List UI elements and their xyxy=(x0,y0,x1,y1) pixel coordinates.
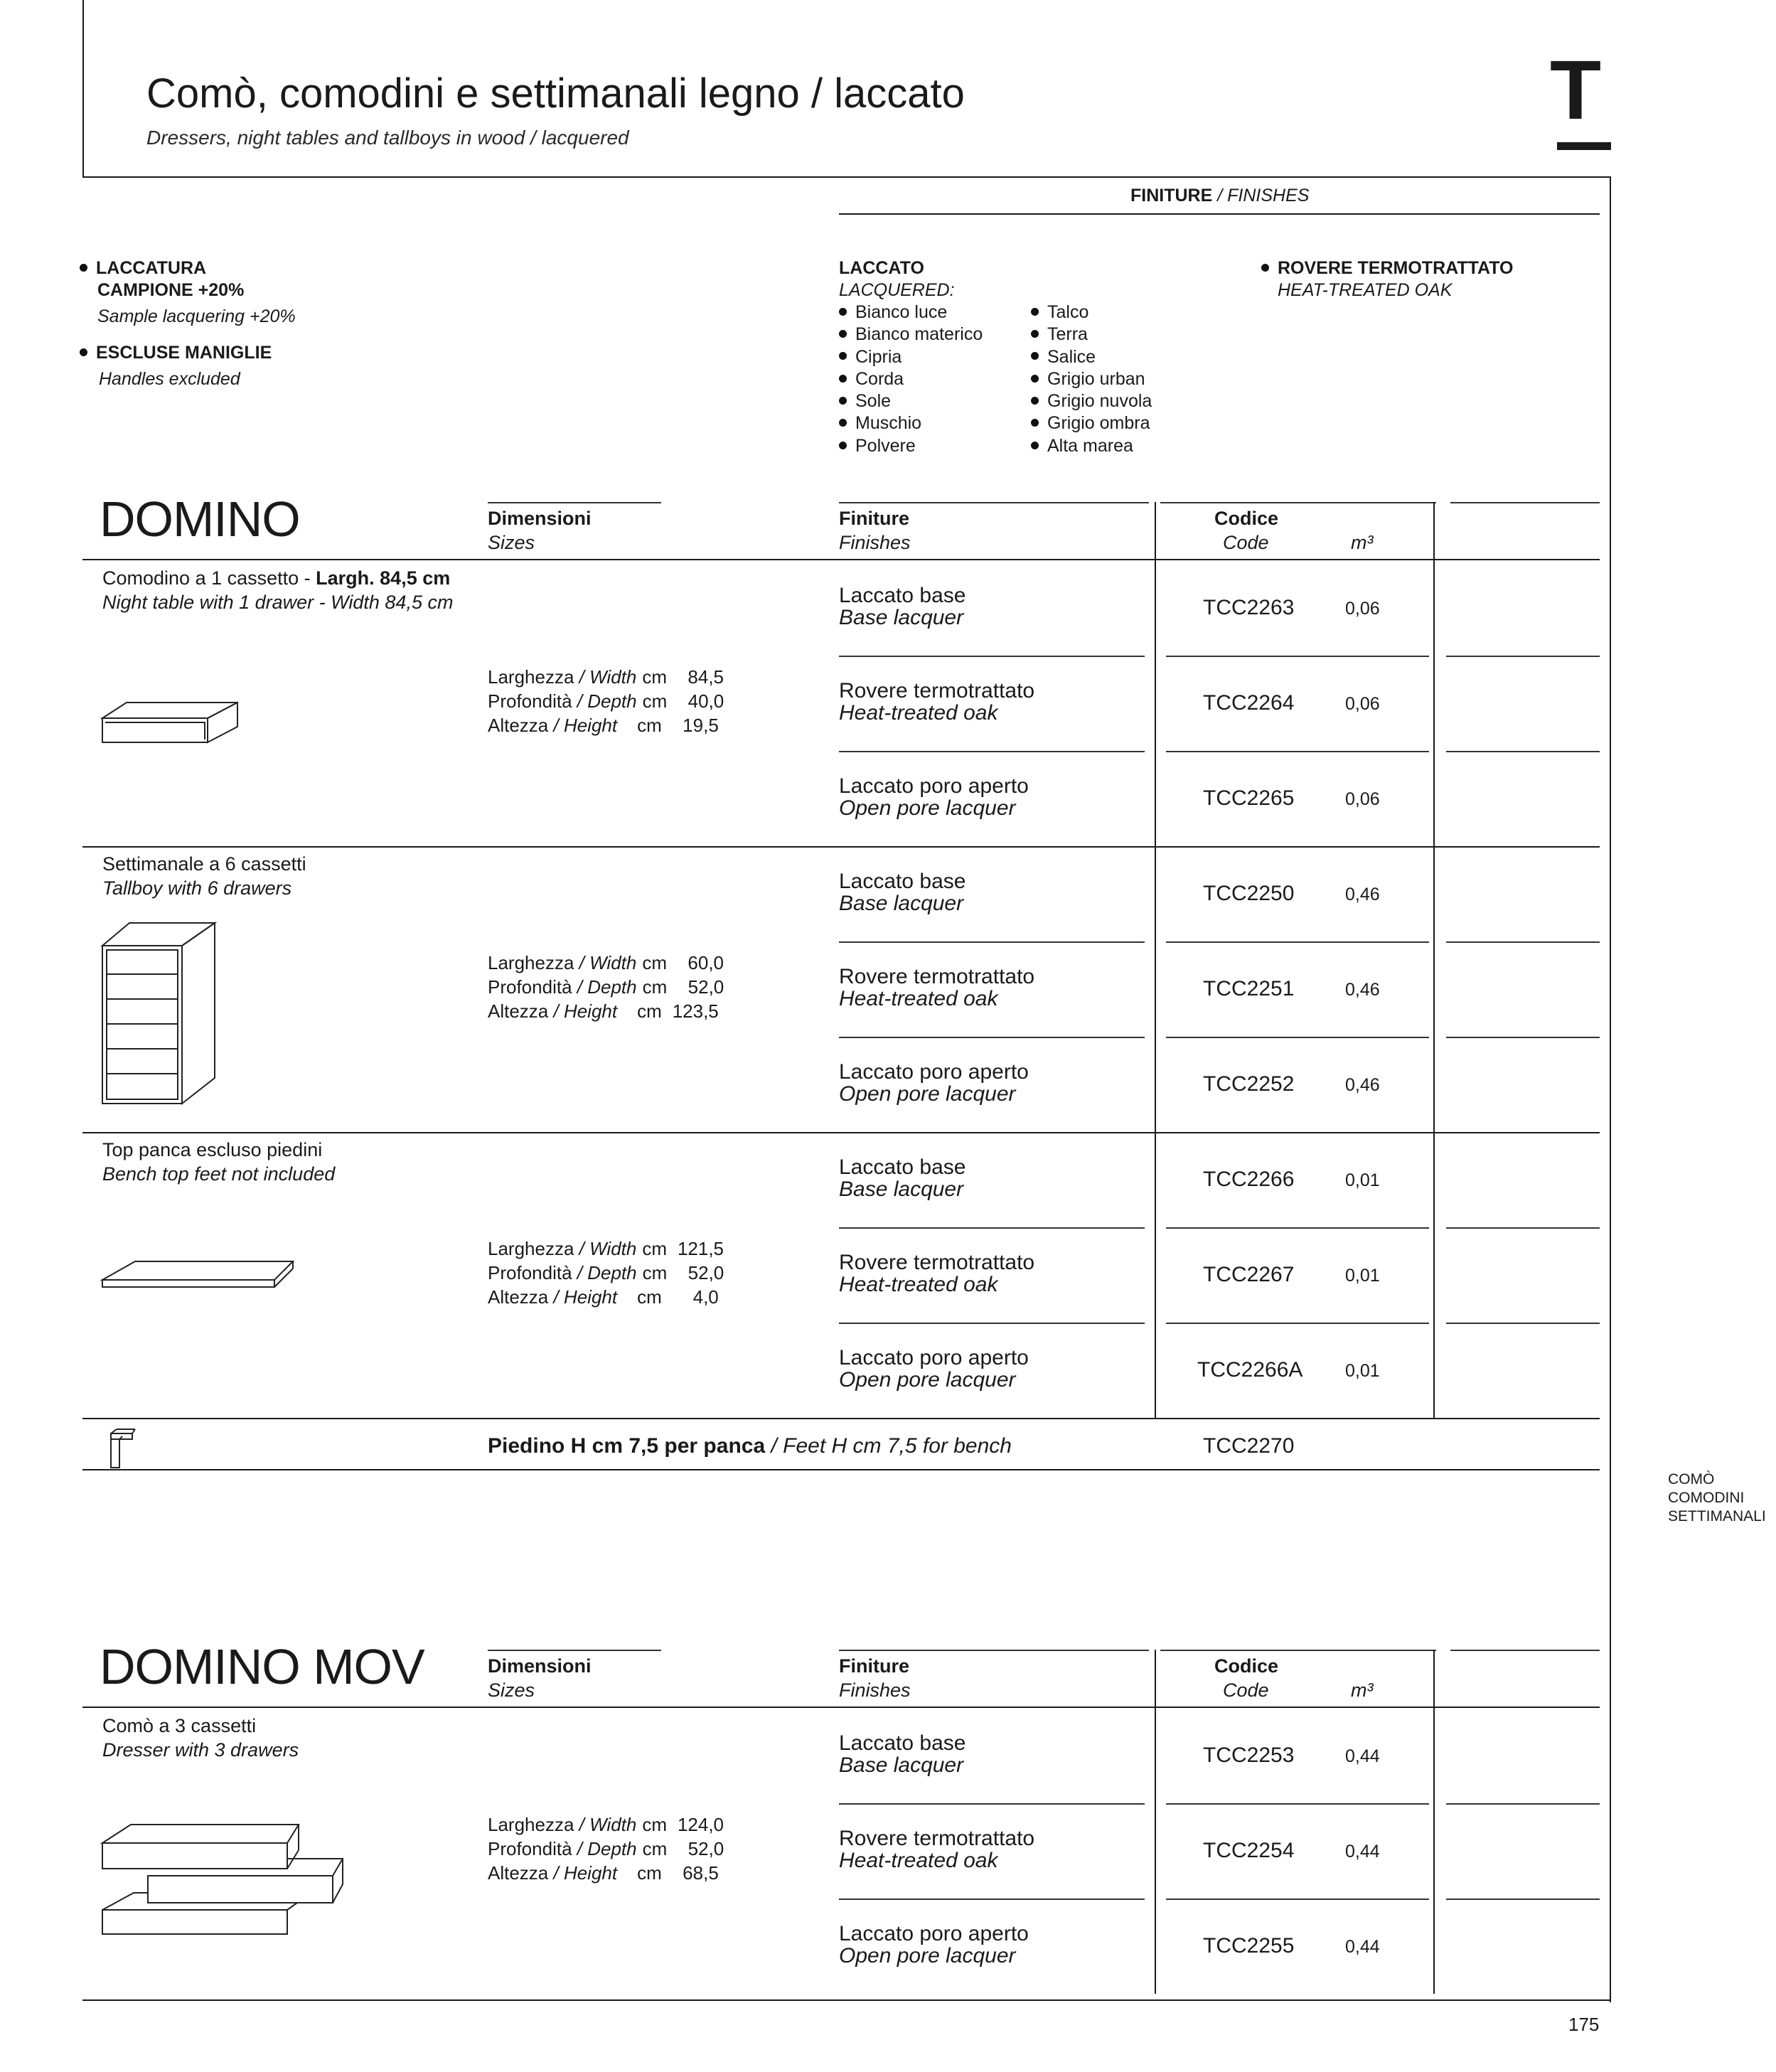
dimension-row xyxy=(488,689,724,713)
finish-name-en: Heat-treated oak xyxy=(839,1849,998,1872)
product-code: TCC2252 xyxy=(1203,1072,1295,1096)
bullet-icon xyxy=(1031,419,1039,427)
accessory-bottom-rule xyxy=(82,1469,1600,1470)
notes-row-rule xyxy=(1446,1323,1600,1324)
lacquered-color-item xyxy=(1031,324,1152,346)
dimension-unit: cm xyxy=(642,666,668,688)
finish-row-rule xyxy=(839,1899,1145,1900)
product-name-en: Dresser with 3 drawers xyxy=(102,1739,299,1761)
finish-row-rule xyxy=(839,1227,1145,1229)
finish-row-rule xyxy=(839,751,1145,752)
finish-row-rule xyxy=(839,1323,1145,1324)
code-row-rule xyxy=(1166,941,1429,943)
lacquered-title: LACCATO LACQUERED: xyxy=(839,258,955,300)
header-top-rule xyxy=(1160,1650,1436,1651)
lacquered-color-label: Alta marea xyxy=(1047,435,1133,456)
code-notes-divider xyxy=(1433,1650,1435,1994)
header-volume: m³ xyxy=(1351,532,1374,553)
dimension-value: 123,5 xyxy=(672,1000,719,1022)
side-tab: COMÒ COMODINI SETTIMANALI xyxy=(1668,1471,1766,1524)
finish-name-en: Open pore lacquer xyxy=(839,1944,1016,1967)
finish-name xyxy=(839,584,965,629)
product-code: TCC2251 xyxy=(1203,977,1295,1000)
bullet-icon xyxy=(839,375,847,383)
lacquered-color-label: Terra xyxy=(1047,324,1088,345)
dimension-value: 84,5 xyxy=(688,666,724,688)
finish-name-it: Laccato base xyxy=(839,870,966,893)
finish-name xyxy=(839,1827,1034,1871)
finish-name-it: Laccato base xyxy=(839,1155,966,1179)
finish-name-en: Open pore lacquer xyxy=(839,796,1016,820)
header-top-rule xyxy=(839,502,1149,503)
product-bottom-rule xyxy=(82,846,1600,848)
product-volume: 0,46 xyxy=(1345,980,1380,1000)
header-top-rule xyxy=(1450,1650,1600,1651)
dimension-label: Profondità xyxy=(488,976,572,998)
dimension-label: Altezza xyxy=(488,715,549,736)
product-dimensions xyxy=(488,951,724,1023)
finish-name-en: Base lacquer xyxy=(839,1177,964,1201)
finish-name xyxy=(839,680,1034,724)
product-volume: 0,46 xyxy=(1345,885,1380,904)
dimension-unit: cm xyxy=(642,1262,668,1283)
bench-top-drawing xyxy=(98,1251,304,1294)
finish-name xyxy=(839,1156,965,1200)
product-volume: 0,44 xyxy=(1345,1842,1380,1862)
notes-row-rule xyxy=(1446,1803,1600,1805)
tallboy-drawing xyxy=(98,917,219,1109)
lacquered-color-label: Bianco materico xyxy=(855,324,983,345)
finishes-header: FINITURE / FINISHES xyxy=(1130,186,1310,205)
section-letter-underline xyxy=(1557,142,1611,150)
finish-name-it: Rovere termotrattato xyxy=(839,679,1035,703)
dimension-label: Profondità xyxy=(488,1838,572,1859)
product-bottom-rule xyxy=(82,1132,1600,1133)
header-finishes-label: Finiture xyxy=(839,1655,909,1677)
finish-name xyxy=(839,1061,1029,1105)
product-name-it-text: Settimanale a 6 cassetti xyxy=(102,853,306,875)
notes-row-rule xyxy=(1446,941,1600,943)
header-top-rule xyxy=(1160,502,1436,503)
product-volume: 0,06 xyxy=(1345,599,1380,619)
product-volume: 0,06 xyxy=(1345,694,1380,714)
product-volume: 0,06 xyxy=(1345,789,1380,809)
dimension-row xyxy=(488,1285,724,1309)
lacquered-color-label: Talco xyxy=(1047,302,1089,322)
header-dimensions xyxy=(488,506,592,555)
dimension-label: Altezza xyxy=(488,1286,549,1308)
dimension-unit: cm xyxy=(637,1862,662,1884)
section-letter: T xyxy=(1550,43,1602,137)
header-bottom-rule xyxy=(82,1707,1600,1708)
product-name-it xyxy=(102,1138,335,1162)
code-row-rule xyxy=(1166,1227,1429,1229)
dimension-unit: cm xyxy=(642,1238,668,1259)
bullet-icon xyxy=(839,442,847,449)
lacquered-color-item xyxy=(1031,435,1152,457)
dimension-row xyxy=(488,1237,724,1261)
product-volume: 0,01 xyxy=(1345,1170,1380,1190)
page-bottom-rule xyxy=(82,1999,1611,2001)
product-name-en: Bench top feet not included xyxy=(102,1163,336,1185)
product-code: TCC2264 xyxy=(1203,691,1295,715)
finish-name-en: Open pore lacquer xyxy=(839,1368,1016,1392)
lacquered-color-item xyxy=(839,412,983,434)
code-row-rule xyxy=(1166,1037,1429,1038)
dimension-label-en: / Depth xyxy=(577,976,637,998)
note-lacquering: LACCATURA CAMPIONE +20% Sample lacquering +20% xyxy=(80,257,296,328)
finishes-header-rule xyxy=(839,213,1600,215)
product-name xyxy=(102,1138,335,1186)
dimension-value: 52,0 xyxy=(688,1838,724,1859)
dimension-unit: cm xyxy=(642,1814,668,1835)
lacquered-color-label: Muschio xyxy=(855,413,922,434)
domino-mov-title: DOMINO MOV xyxy=(100,1639,424,1694)
header-code xyxy=(1214,1654,1278,1702)
lacquered-color-label: Cipria xyxy=(855,346,902,367)
header-top-rule xyxy=(488,1650,661,1651)
finish-name xyxy=(839,1732,965,1776)
finish-row-rule xyxy=(839,941,1145,943)
header-finishes-label-en: Finishes xyxy=(839,532,911,553)
dimension-label-en: / Depth xyxy=(577,1838,637,1859)
dimension-row xyxy=(488,999,724,1023)
product-volume: 0,01 xyxy=(1345,1266,1380,1286)
header-volume: m³ xyxy=(1351,1680,1374,1701)
dimension-label-en: / Height xyxy=(553,1000,618,1022)
bullet-icon xyxy=(1031,330,1039,338)
lacquered-color-item xyxy=(1031,301,1152,324)
bullet-icon xyxy=(1031,352,1039,360)
product-dimensions xyxy=(488,1812,724,1885)
lacquered-colors-col2 xyxy=(1031,301,1152,457)
dimension-label-en: / Height xyxy=(553,715,618,736)
product-name-it-bold: Largh. 84,5 cm xyxy=(316,567,451,589)
finish-row-rule xyxy=(839,656,1145,657)
finish-name xyxy=(839,966,1034,1010)
lacquered-color-item xyxy=(839,368,983,390)
finish-name-it: Rovere termotrattato xyxy=(839,1827,1035,1850)
bullet-icon xyxy=(839,352,847,360)
dimension-value: 19,5 xyxy=(683,715,719,736)
domino-table-bottom-rule xyxy=(82,1418,1600,1419)
dimension-unit: cm xyxy=(637,1000,662,1022)
lacquered-color-item xyxy=(1031,412,1152,434)
bench-feet-accessory: Piedino H cm 7,5 per panca / Feet H cm 7,5 for bench xyxy=(488,1434,1012,1458)
finish-name-it: Laccato base xyxy=(839,584,966,607)
header-code-label-en: Code xyxy=(1223,532,1269,553)
lacquered-color-label: Salice xyxy=(1047,346,1096,367)
bullet-icon xyxy=(839,419,847,427)
product-code: TCC2255 xyxy=(1203,1934,1295,1958)
notes-row-rule xyxy=(1446,1227,1600,1229)
finish-name xyxy=(839,775,1029,819)
finish-name-it: Laccato base xyxy=(839,1731,966,1755)
dimension-value: 121,5 xyxy=(677,1238,724,1259)
dimension-label: Larghezza xyxy=(488,1814,574,1835)
finish-name-it: Laccato poro aperto xyxy=(839,774,1029,798)
product-name-en: Tallboy with 6 drawers xyxy=(102,877,292,899)
lacquered-color-item xyxy=(1031,368,1152,390)
dimension-value: 60,0 xyxy=(688,952,724,973)
code-row-rule xyxy=(1166,656,1429,657)
dimension-unit: cm xyxy=(637,715,662,736)
header-top-rule xyxy=(839,1650,1149,1651)
header-code-label: Codice xyxy=(1214,1655,1279,1677)
dimension-row xyxy=(488,1837,724,1861)
finish-name-it: Rovere termotrattato xyxy=(839,1251,1035,1274)
product-volume: 0,46 xyxy=(1345,1075,1380,1095)
header-bottom-rule xyxy=(82,176,1611,178)
dimension-label-en: / Width xyxy=(579,952,637,973)
lacquered-color-label: Grigio ombra xyxy=(1047,413,1150,434)
product-code: TCC2266A xyxy=(1197,1358,1303,1382)
lacquered-color-label: Sole xyxy=(855,391,892,412)
lacquered-colors-col1 xyxy=(839,301,983,457)
product-volume: 0,44 xyxy=(1345,1746,1380,1766)
lacquered-color-item xyxy=(839,435,983,457)
header-finishes xyxy=(839,1654,911,1702)
domino-title: DOMINO xyxy=(100,491,300,547)
bench-foot-drawing xyxy=(107,1426,139,1470)
page-number: 175 xyxy=(1568,2014,1600,2035)
product-code: TCC2250 xyxy=(1203,882,1295,905)
dimension-label-en: / Depth xyxy=(577,690,637,712)
header-finishes xyxy=(839,506,911,555)
dimension-row xyxy=(488,713,724,737)
finish-name-it: Laccato poro aperto xyxy=(839,1922,1029,1945)
product-code: TCC2265 xyxy=(1203,786,1295,810)
product-code: TCC2254 xyxy=(1203,1839,1295,1862)
notes-row-rule xyxy=(1446,751,1600,752)
dresser-drawing xyxy=(98,1817,347,1938)
dimension-label: Profondità xyxy=(488,1262,572,1283)
notes-row-rule xyxy=(1446,1037,1600,1038)
dimension-label: Larghezza xyxy=(488,666,574,688)
product-name xyxy=(102,1714,299,1762)
header-dimensions-label-en: Sizes xyxy=(488,532,535,553)
header-top-rule xyxy=(488,502,661,503)
product-name-it xyxy=(102,1714,299,1738)
product-name-it xyxy=(102,566,453,590)
dimension-unit: cm xyxy=(642,976,668,998)
dimension-row xyxy=(488,975,724,999)
dimension-label: Larghezza xyxy=(488,1238,574,1259)
finish-code-divider xyxy=(1155,502,1156,1418)
product-name xyxy=(102,566,453,614)
bullet-icon xyxy=(839,330,847,338)
finish-name-en: Base lacquer xyxy=(839,892,964,915)
finish-name-en: Heat-treated oak xyxy=(839,987,998,1010)
header-code xyxy=(1214,506,1278,555)
product-code: TCC2266 xyxy=(1203,1168,1295,1191)
finish-name-en: Heat-treated oak xyxy=(839,701,998,725)
dimension-row xyxy=(488,1812,724,1837)
dimension-label: Altezza xyxy=(488,1862,549,1884)
note-handles: ESCLUSE MANIGLIE Handles excluded xyxy=(80,342,272,390)
lacquered-color-item xyxy=(839,346,983,368)
dimension-value: 40,0 xyxy=(688,690,724,712)
finish-name-it: Laccato poro aperto xyxy=(839,1346,1029,1369)
bench-feet-code: TCC2270 xyxy=(1203,1434,1295,1458)
notes-row-rule xyxy=(1446,656,1600,657)
header-finishes-label-en: Finishes xyxy=(839,1680,911,1701)
product-name-en: Night table with 1 drawer - Width 84,5 cm xyxy=(102,592,454,613)
dimension-unit: cm xyxy=(637,1286,662,1308)
header-top-rule xyxy=(1450,502,1600,503)
finish-name-it: Laccato poro aperto xyxy=(839,1060,1029,1084)
code-row-rule xyxy=(1166,751,1429,752)
bullet-icon xyxy=(1031,308,1039,316)
finish-name xyxy=(839,1923,1029,1967)
dimension-value: 52,0 xyxy=(688,976,724,998)
dimension-label-en: / Height xyxy=(553,1862,618,1884)
dimension-row xyxy=(488,1261,724,1285)
finish-row-rule xyxy=(839,1803,1145,1805)
product-code: TCC2253 xyxy=(1203,1743,1295,1767)
page-right-rule xyxy=(1610,176,1611,2002)
dimension-label-en: / Width xyxy=(579,1814,637,1835)
finish-name xyxy=(839,1347,1029,1391)
dimension-value: 52,0 xyxy=(688,1262,724,1283)
lacquered-color-label: Bianco luce xyxy=(855,302,948,322)
dimension-value: 68,5 xyxy=(683,1862,719,1884)
lacquered-color-label: Polvere xyxy=(855,435,916,456)
product-volume: 0,44 xyxy=(1345,1937,1380,1957)
dimension-row xyxy=(488,951,724,975)
dimension-label-en: / Depth xyxy=(577,1262,637,1283)
product-name-it-text: Top panca escluso piedini xyxy=(102,1139,323,1160)
bullet-icon xyxy=(1031,442,1039,449)
notes-row-rule xyxy=(1446,1899,1600,1900)
finish-name-en: Open pore lacquer xyxy=(839,1082,1016,1106)
product-volume: 0,01 xyxy=(1345,1361,1380,1381)
finish-name-en: Base lacquer xyxy=(839,1753,964,1777)
finish-name xyxy=(839,1251,1034,1296)
product-dimensions xyxy=(488,665,724,737)
lacquered-color-item xyxy=(1031,390,1152,412)
finish-code-divider xyxy=(1155,1650,1156,1994)
code-row-rule xyxy=(1166,1323,1429,1324)
bullet-icon xyxy=(1031,397,1039,405)
code-row-rule xyxy=(1166,1803,1429,1805)
lacquered-color-item xyxy=(839,324,983,346)
lacquered-color-label: Grigio nuvola xyxy=(1047,391,1152,412)
dimension-label-en: / Width xyxy=(579,666,637,688)
lacquered-color-item xyxy=(839,301,983,324)
dimension-value: 4,0 xyxy=(692,1286,719,1308)
dimension-label: Altezza xyxy=(488,1000,549,1022)
dimension-row xyxy=(488,1861,724,1885)
header-bottom-rule xyxy=(82,559,1600,560)
dimension-label: Larghezza xyxy=(488,952,574,973)
lacquered-color-label: Grigio urban xyxy=(1047,368,1145,389)
header-code-label: Codice xyxy=(1214,508,1279,529)
product-name-it-text: Comodino a 1 cassetto - xyxy=(102,567,316,589)
product-code: TCC2267 xyxy=(1203,1263,1295,1286)
dimension-label-en: / Width xyxy=(579,1238,637,1259)
night-table-drawing xyxy=(98,697,240,747)
header-dimensions-label: Dimensioni xyxy=(488,1655,592,1677)
lacquered-color-label: Corda xyxy=(855,368,904,389)
product-dimensions xyxy=(488,1237,724,1309)
header-dimensions-label-en: Sizes xyxy=(488,1680,535,1701)
header-left-rule xyxy=(82,0,84,178)
dimension-value: 124,0 xyxy=(677,1814,724,1835)
finish-name-it: Rovere termotrattato xyxy=(839,965,1035,988)
lacquered-color-item xyxy=(1031,346,1152,368)
page-title: Comò, comodini e settimanali legno / laccato xyxy=(146,70,965,117)
bullet-icon xyxy=(839,308,847,316)
finish-row-rule xyxy=(839,1037,1145,1038)
product-name-it-text: Comò a 3 cassetti xyxy=(102,1715,257,1736)
dimension-unit: cm xyxy=(642,690,668,712)
oak-title: ROVERE TERMOTRATTATO HEAT-TREATED OAK xyxy=(1261,257,1513,301)
dimension-unit: cm xyxy=(642,1838,668,1859)
dimension-row xyxy=(488,665,724,689)
dimension-unit: cm xyxy=(642,952,668,973)
product-name-it xyxy=(102,852,306,876)
finish-name-en: Base lacquer xyxy=(839,606,964,629)
finish-name-en: Heat-treated oak xyxy=(839,1273,998,1296)
finish-name xyxy=(839,870,965,914)
dimension-label-en: / Height xyxy=(553,1286,618,1308)
bullet-icon xyxy=(839,397,847,405)
product-code: TCC2263 xyxy=(1203,596,1295,619)
product-name xyxy=(102,852,306,900)
page-subtitle: Dressers, night tables and tallboys in wood / lacquered xyxy=(146,127,629,149)
dimension-label: Profondità xyxy=(488,690,572,712)
lacquered-color-item xyxy=(839,390,983,412)
header-finishes-label: Finiture xyxy=(839,508,909,529)
header-dimensions-label: Dimensioni xyxy=(488,508,592,529)
header-dimensions xyxy=(488,1654,592,1702)
code-row-rule xyxy=(1166,1899,1429,1900)
header-code-label-en: Code xyxy=(1223,1680,1269,1701)
code-notes-divider xyxy=(1433,502,1435,1418)
bullet-icon xyxy=(1031,375,1039,383)
